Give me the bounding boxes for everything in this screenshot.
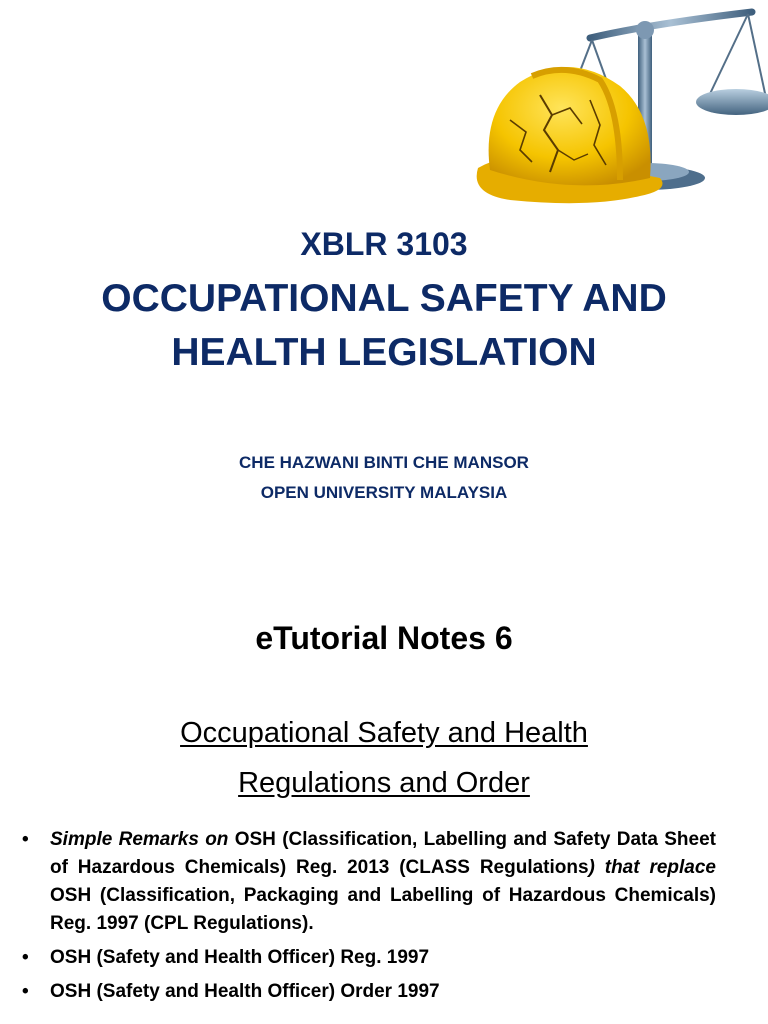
course-title [20, 272, 748, 380]
bullet1-text-2: OSH (Classification, Packaging and Labelling of Hazardous Chemicals) Reg. 1997 (CPL Regulations). [50, 885, 716, 934]
author-block [0, 448, 768, 508]
subtitle-line2: Regulations and Order [238, 767, 530, 799]
notes-title: eTutorial Notes 6 [255, 620, 513, 656]
subtitle-line1: Occupational Safety and Health [180, 717, 588, 749]
notes-subtitle [0, 708, 768, 808]
course-title-line1: OCCUPATIONAL SAFETY AND [101, 277, 667, 320]
institution-name: OPEN UNIVERSITY MALAYSIA [260, 483, 508, 502]
list-item: • OSH (Safety and Health Officer) Reg. 1997 [22, 944, 716, 972]
list-item [22, 826, 716, 938]
bullet1-text-1: OSH (Classification, Labelling and Safety Data Sheet of Hazardous Chemicals) Reg. 2013 (CLASS Regulations [50, 829, 717, 878]
list-item: • OSH (Safety and Health Officer) Order 1997 [22, 978, 716, 1006]
course-code: XBLR 3103 [300, 226, 468, 262]
bullet1-emphasis-1: Simple Remarks on [50, 829, 229, 850]
topic-list [22, 826, 716, 1012]
hard-hat-icon [477, 67, 663, 203]
course-title-line2: HEALTH LEGISLATION [171, 331, 597, 374]
illustration [470, 0, 768, 215]
bullet1-emphasis-2: ) that replace [588, 857, 716, 878]
author-name: CHE HAZWANI BINTI CHE MANSOR [239, 453, 529, 472]
